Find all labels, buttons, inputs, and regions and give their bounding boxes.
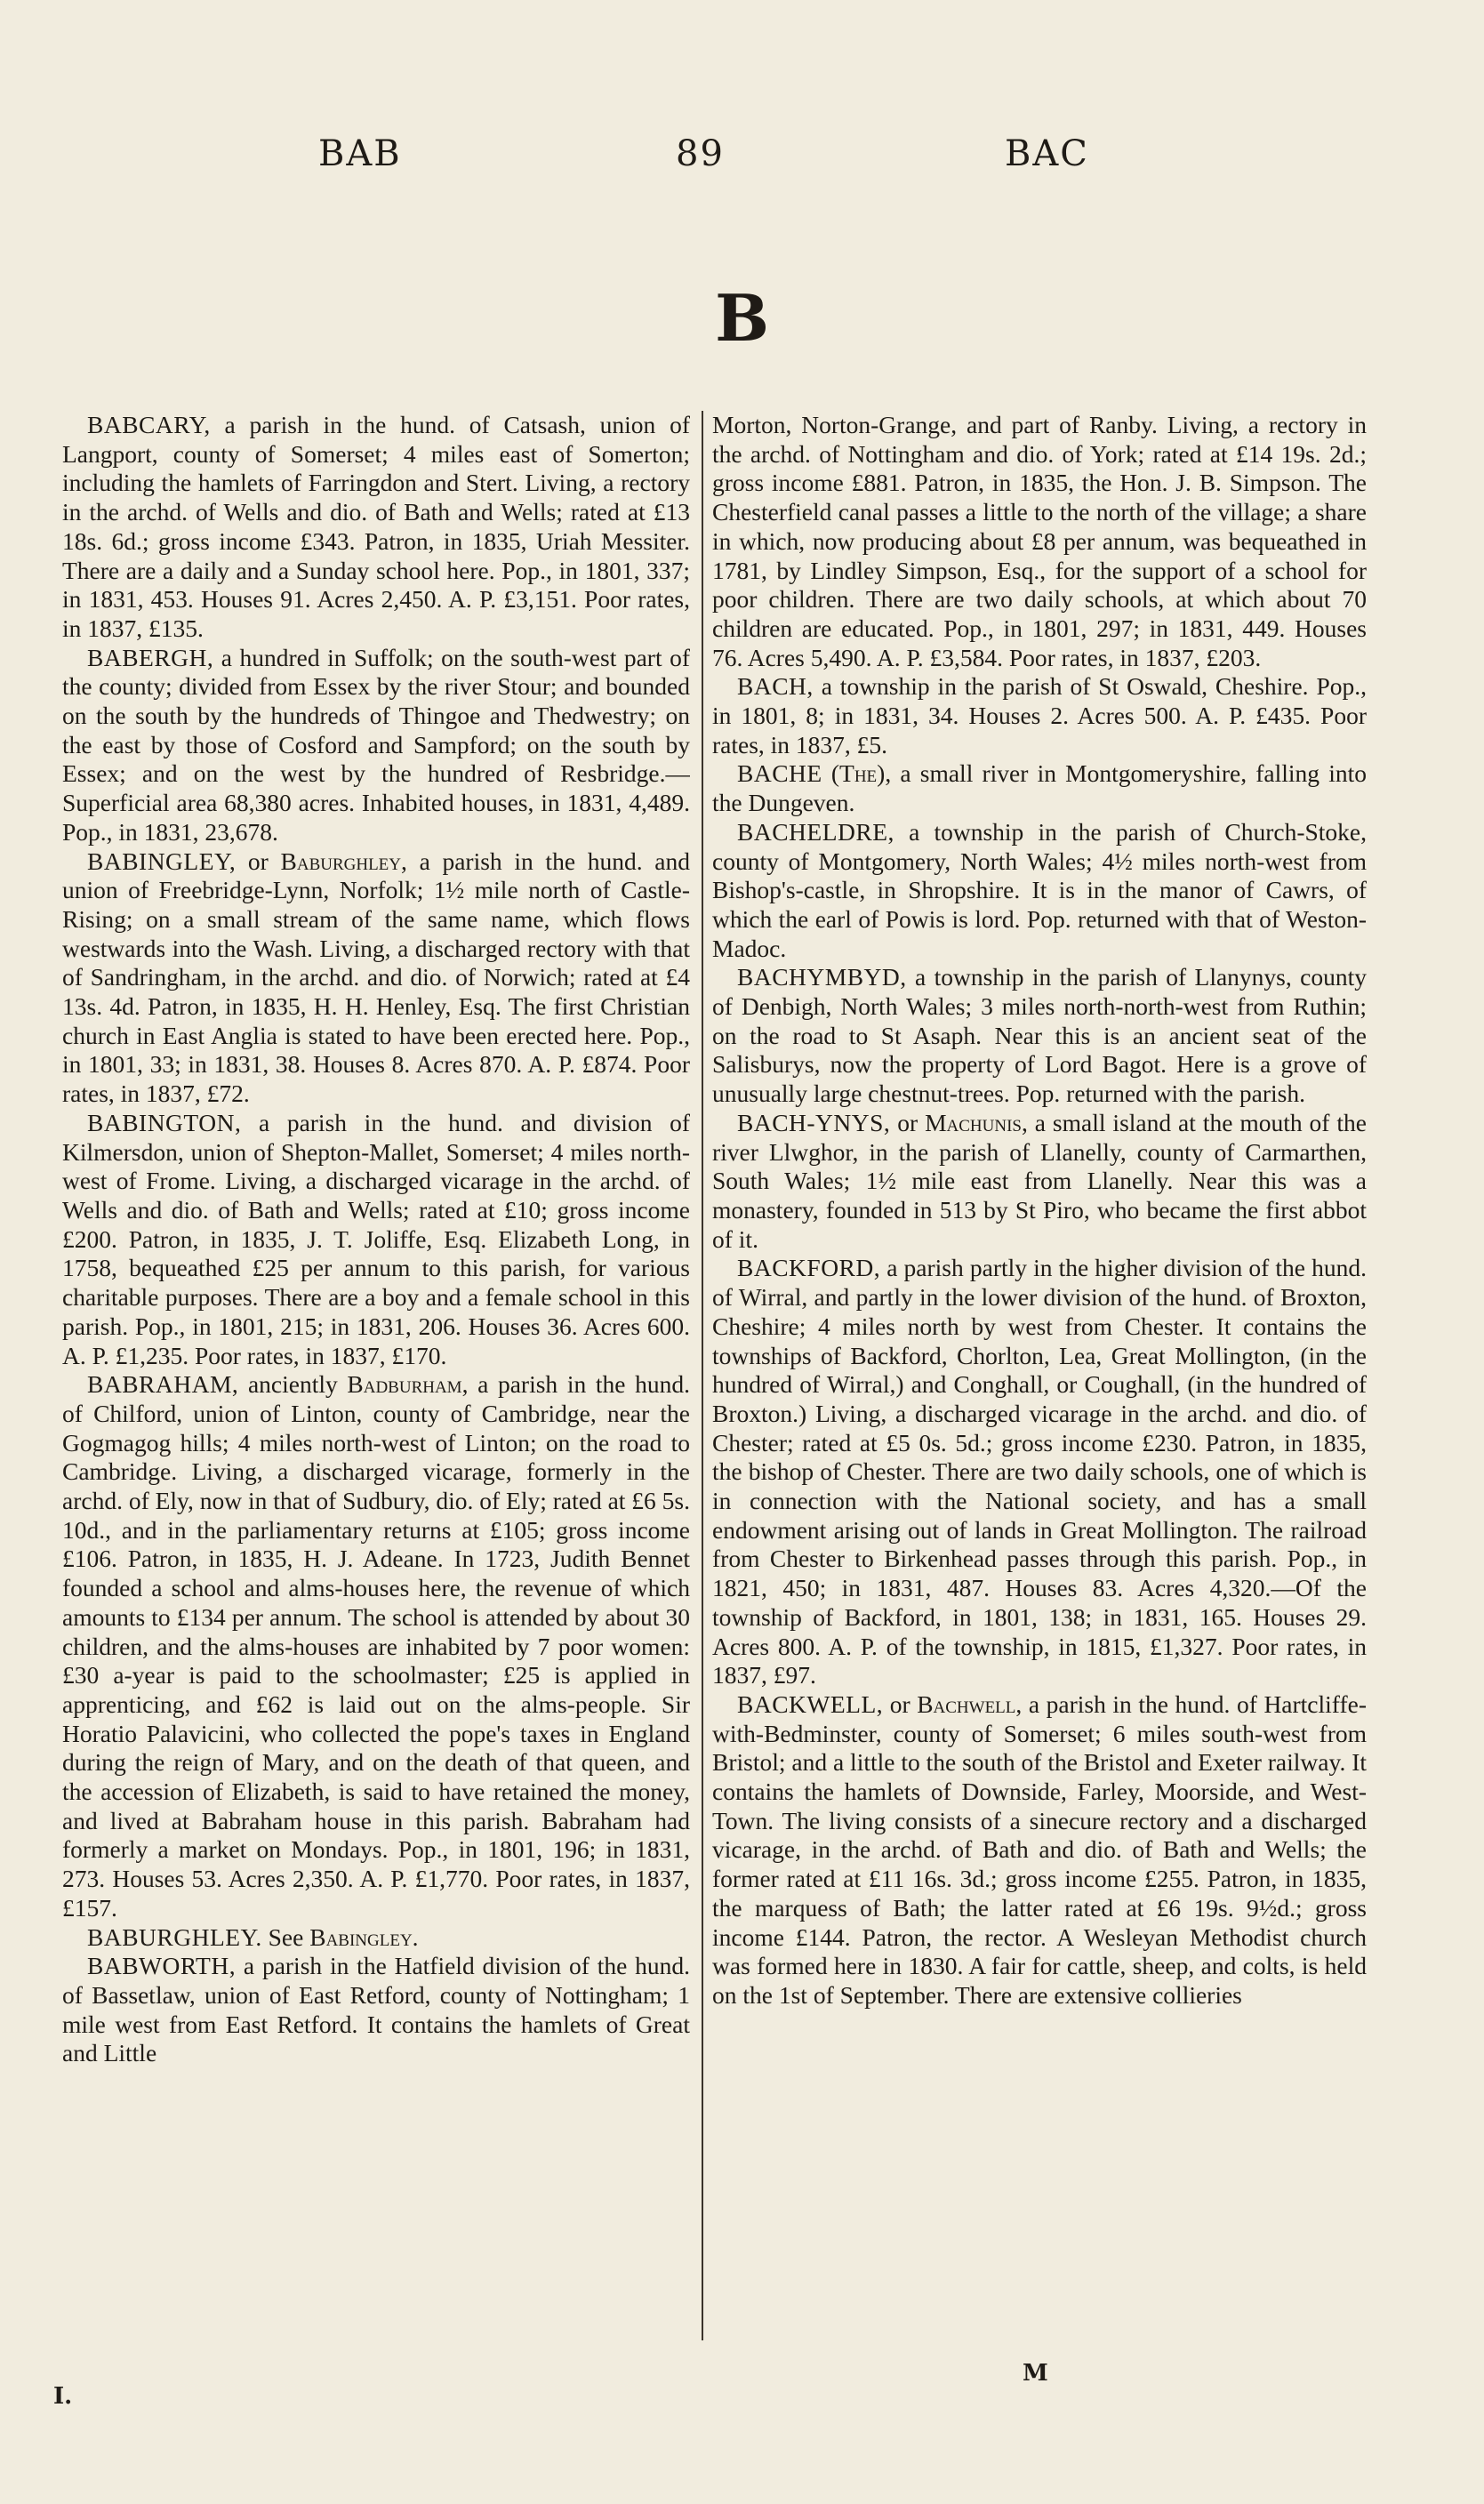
entry: BACH, a township in the parish of St Oswald, Cheshire. Pop., in 1801, 8; in 1831, 34. Houses 2. Acres 500. A. P. £435. Poor rates, in 1837, £5. — [712, 672, 1367, 758]
right-guide-word: BAC — [1005, 133, 1089, 174]
signature-mark-left: I. — [53, 2383, 73, 2410]
entry: BABWORTH, a parish in the Hatfield division of the hund. of Bassetlaw, union of East Retford, county of Nottingham; 1 mile west from East Retford. It contains the hamlets of Great and Little — [62, 1952, 690, 2067]
left-guide-word: BAB — [318, 133, 402, 174]
entry: BABINGTON, a parish in the hund. and division of Kilmersdon, union of Shepton-Mallet, Somerset; 4 miles north-west of Frome. Living, a discharged vicarage in the archd. of Wells and dio. of Bath and Wells; rated at £10; gross income £200. Patron, in 1835, J. T. Joliffe, Esq. Elizabeth Long, in 1758, bequeathed £25 per annum to this parish, for various charitable purposes. There are a boy and a female school in this parish. Pop., in 1801, 215; in 1831, 206. Houses 36. Acres 600. A. P. £1,235. Poor rates, in 1837, £170. — [62, 1108, 690, 1369]
entry: BABCARY, a parish in the hund. of Catsash, union of Langport, county of Somerset; 4 miles east of Somerton; including the hamlets of Farringdon and Stert. Living, a rectory in the archd. of Wells and dio. of Bath and Wells; rated at £13 18s. 6d.; gross income £343. Patron, in 1835, Uriah Messiter. There are a daily and a Sunday school here. Pop., in 1801, 337; in 1831, 453. Houses 91. Acres 2,450. A. P. £3,151. Poor rates, in 1837, £135. — [62, 411, 690, 642]
entry: BABINGLEY, or Baburghley, a parish in the hund. and union of Freebridge-Lynn, Norfolk; 1½ mile north of Castle-Rising; on a small stream of the same name, which flows westwards into the Wash. Living, a discharged rectory with that of Sandringham, in the archd. and dio. of Norwich; rated at £4 13s. 4d. Patron, in 1835, H. H. Henley, Esq. The first Christian church in East Anglia is stated to have been erected here. Pop., in 1801, 33; in 1831, 38. Houses 8. Acres 870. A. P. £874. Poor rates, in 1837, £72. — [62, 847, 690, 1108]
signature-mark-right: M — [1023, 2360, 1048, 2387]
column-divider — [702, 411, 703, 2340]
entry: BABURGHLEY. See Babingley. — [87, 1922, 419, 1951]
left-column — [62, 411, 690, 2358]
entry: BABRAHAM, anciently Badburham, a parish in the hund. of Chilford, union of Linton, county of Cambridge, near the Gogmagog hills; 4 miles north-west of Linton; on the road to Cambridge. Living, a discharged vicarage, formerly in the archd. of Ely, now in that of Sudbury, dio. of Ely; rated at £6 5s. 10d., and in the parliamentary returns at £105; gross income £106. Patron, in 1835, H. J. Adeane. In 1723, Judith Bennet founded a school and alms-houses here, the revenue of which amounts to £134 per annum. The school is attended by about 30 children, and the alms-houses are inhabited by 7 poor women: £30 a-year is paid to the schoolmaster; £25 is applied in apprenticing, and £62 is laid out on the alms-people. Sir Horatio Palavicini, who collected the pope's taxes in England during the reign of Mary, and on the death of that queen, and the accession of Elizabeth, is said to have retained the money, and lived at Babraham house in this parish. Babraham had formerly a market on Mondays. Pop., in 1801, 196; in 1831, 273. Houses 53. Acres 2,350. A. P. £1,770. Poor rates, in 1837, £157. — [62, 1370, 690, 1922]
entry: BACHYMBYD, a township in the parish of Llanynys, county of Denbigh, North Wales; 3 miles north-north-west from Ruthin; on the road to St Asaph. Near this is an ancient seat of the Salisburys, now the property of Lord Bagot. Here is a grove of unusually large chestnut-trees. Pop. returned with the parish. — [712, 963, 1367, 1108]
entry-continuation: Morton, Norton-Grange, and part of Ranby. Living, a rectory in the archd. of Nottingham and dio. of York; rated at £14 19s. 2d.; gross income £881. Patron, in 1835, the Hon. J. B. Simpson. The Chesterfield canal passes a little to the north of the village; a share in which, now producing about £8 per annum, was bequeathed in 1781, by Lindley Simpson, Esq., for the support of a school for poor children. There are two daily schools, at which about 70 children are educated. Pop., in 1801, 297; in 1831, 449. Houses 76. Acres 5,490. A. P. £3,584. Poor rates, in 1837, £203. — [712, 411, 1367, 671]
entry: BACKWELL, or Bachwell, a parish in the hund. of Hartcliffe-with-Bedminster, county of Somerset; 6 miles south-west from Bristol; and a little to the south of the Bristol and Exeter railway. It contains the hamlets of Downside, Farley, Moorside, and West-Town. The living consists of a sinecure rectory and a discharged vicarage, in the archd. of Bath and dio. of Bath and Wells; the former rated at £11 16s. 3d.; gross income £255. Patron, in 1835, the marquess of Bath; the latter rated at £6 19s. 9½d.; gross income £144. Patron, the rector. A Wesleyan Methodist church was formed here in 1830. A fair for cattle, sheep, and colts, is held on the 1st of September. There are extensive collieries — [712, 1689, 1367, 2009]
entry: BACH-YNYS, or Machunis, a small island at the mouth of the river Llwghor, in the parish of Llanelly, county of Carmarthen, South Wales; 1½ mile east from Llanelly. Near this was a monastery, founded in 513 by St Piro, who became the first abbot of it. — [712, 1108, 1367, 1253]
entry: BABERGH, a hundred in Suffolk; on the south-west part of the county; divided from Essex by the river Stour; and bounded on the south by the hundreds of Thingoe and Thedwestry; on the east by those of Cosford and Sampford; on the south by Essex; and on the west by the hundred of Resbridge.—Superficial area 68,380 acres. Inhabited houses, in 1831, 4,489. Pop., in 1831, 23,678. — [62, 643, 690, 846]
running-header — [0, 133, 1484, 178]
entry: BACHE (The), a small river in Montgomeryshire, falling into the Dungeven. — [712, 759, 1367, 817]
section-letter: B — [715, 280, 769, 356]
entry: BACHELDRE, a township in the parish of Church-Stoke, county of Montgomery, North Wales; 4½ miles north-west from Bishop's-castle, in Shropshire. It is in the manor of Cawrs, of which the earl of Powis is lord. Pop. returned with that of Weston-Madoc. — [712, 817, 1367, 962]
page-number: 89 — [676, 133, 725, 174]
right-column — [712, 411, 1367, 2358]
entry: BACKFORD, a parish partly in the higher division of the hund. of Wirral, and partly in the lower division of the hund. of Broxton, Cheshire; 4 miles north by west from Chester. It contains the townships of Backford, Chorlton, Lea, Great Mollington, (in the hundred of Wirral,) and Conghall, or Coughall, (in the hundred of Broxton.) Living, a discharged vicarage in the archd. and dio. of Chester; rated at £5 0s. 5d.; gross income £230. Patron, in 1835, the bishop of Chester. There are two daily schools, one of which is in connection with the National society, and has a small endowment arising out of lands in Great Mollington. The railroad from Chester to Birkenhead passes through this parish. Pop., in 1821, 450; in 1831, 487. Houses 83. Acres 4,320.—Of the township of Backford, in 1801, 138; in 1831, 165. Houses 29. Acres 800. A. P. of the township, in 1815, £1,327. Poor rates, in 1837, £97. — [712, 1254, 1367, 1689]
page-footer — [0, 2360, 1484, 2412]
